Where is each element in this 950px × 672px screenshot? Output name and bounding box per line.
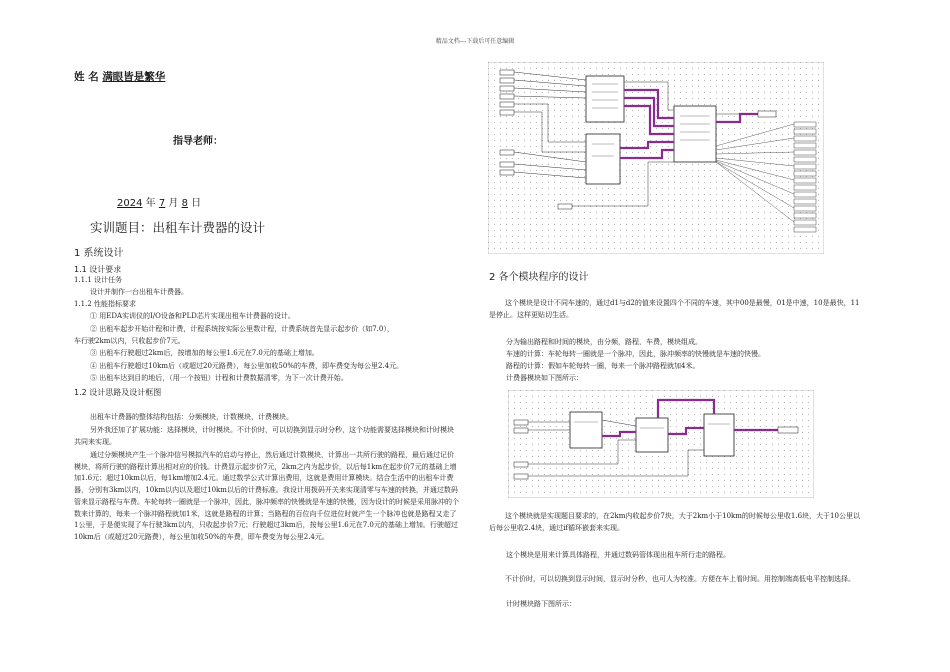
distance-calc: 路程的计算：假如车轮每转一圈，每来一个脉冲路程就加4米。 <box>506 362 700 370</box>
fee-module-caption: 计费器模块如下图所示： <box>506 374 583 382</box>
student-name <box>74 69 165 84</box>
fee-module-schematic <box>508 390 814 498</box>
requirement-4: ④ 出租车行驶超过10km后（或超过20元路费），每公里加收50%的车费，即车费变为每公里2.4元。 <box>90 362 404 370</box>
date-month-unit: 月 <box>168 198 179 209</box>
schematic-svg <box>488 62 824 254</box>
speed-calc: 车速的计算：车轮每转一圈就是一个脉冲，因此，脉冲频率的快慢就是车速的快慢。 <box>506 350 765 358</box>
teacher-label: 指导老师： <box>173 136 223 147</box>
module-overview: 分为输出路程和时间的模块，由分频，路程，车费，模块组成。 <box>506 338 702 346</box>
requirement-2b: 车行驶2km以内，只收起步价7元。 <box>74 337 185 345</box>
date-day: 8 <box>181 198 188 209</box>
date-line <box>117 194 201 209</box>
name-label: 姓 名 <box>74 71 99 83</box>
method-paragraph: 通过分频模块产生一个脉冲信号模拟汽车的启动与停止，然后通过计数模块，计算出一共所行驶的路程，最后通过记价模块，将所行驶的路程计算出相对应的价钱。计费显示起步价7元，2km之内为起步价，以后每1km在起步价7元的基础上增加1.6元；超过10km以后，每1km增加2.4元。通过数学公式计算出费用，这就是费用计算模块。结合生活中的出租车计费器，分别有3km以内，10km以内以及超过10km以后的计费标准。我设计用拨码开关来实现清零与车速的转换，并通过数码管来显示路程与车费。车轮每转一圈就是一个脉冲，因此，脉冲频率的快慢就是车速的快慢，因为设计的时候是采用脉冲的个数来计算的，每来一个脉冲路程就加1米，这就是路程的计算；当路程的百位向千位进位时就产生一个脉冲也就是路程又走了1公里，于是便实现了车行驶3km以内，只收起步价7元；行驶超过3km后，按每公里1.6元在7.0元的基础上增加。行驶超过10km后（或超过20元路费），每公里加收50%的车费，即车费变为每公里2.4元。 <box>74 451 459 541</box>
heading-module-design: 2 各个模块程序的设计 <box>489 272 589 283</box>
fee-rule-paragraph: 这个模块就是实现题目要求的，在2km内收起步价7块，大于2km小于10km的时候每公里收1.6块，大于10公里以后每公里收2.4块，通过if循环嵌套来实现。 <box>489 512 860 532</box>
timer-paragraph: 不计价时，可以切换到显示时间，显示时分秒，也可人为校准。方便在车上看时间。用控制端高低电平控制选择。 <box>505 575 855 583</box>
heading-design-requirements: 1.1 设计要求 <box>74 265 122 274</box>
heading-system-design: 1 系统设计 <box>74 248 124 259</box>
project-title: 实训题目：出租车计费器的设计 <box>90 220 266 235</box>
requirement-1: ① 用EDA实训仪的I/O设备和PLD芯片实现出租车计费器的设计。 <box>90 312 295 320</box>
speed-module-paragraph: 这个模块是设计不同车速的，通过d1与d2的值来设置四个不同的车速，其中00是最慢，01是中速，10是最快，11是停止。这样更贴切生活。 <box>489 299 860 319</box>
date-month: 7 <box>158 198 166 209</box>
requirement-3: ③ 出租车行驶超过2km后，按增加的每公里1.6元在7.0元的基础上增加。 <box>90 349 319 357</box>
extension-paragraph: 另外我还加了扩展功能：选择模块，计时模块。不计价时，可以切换到显示时分秒，这个功能需要选择模块和计时模块共同来实现。 <box>74 426 454 446</box>
date-day-unit: 日 <box>191 198 202 209</box>
heading-design-idea: 1.2 设计思路及设计框图 <box>74 388 162 397</box>
date-year: 2024 <box>117 198 143 209</box>
date-year-unit: 年 <box>145 198 156 209</box>
distance-module-paragraph: 这个模块是用来计算具体路程，并通过数码管体现出租车所行走的路程。 <box>506 551 730 559</box>
requirement-2a: ② 出租车起步开始计程和计费，计程系统按实际公里数计程，计费系统首先显示起步价（如7.0）， <box>90 325 394 333</box>
heading-performance: 1.1.2 性能指标要求 <box>74 300 137 308</box>
page-header: 精品文档---下载后可任意编辑 <box>435 38 515 45</box>
timer-module-caption: 计时模块路下图所示： <box>506 600 576 608</box>
requirement-5: ⑤ 出租车达到目的地后，（用一个按钮）计程和计费数据清零，为下一次计费开始。 <box>90 374 348 382</box>
name-value: 满眼皆是繁华 <box>102 71 166 83</box>
fee-schematic-svg <box>508 390 814 498</box>
heading-design-task: 1.1.1 设计任务 <box>74 276 123 284</box>
structure-paragraph: 出租车计费器的整体结构包括：分频模块，计数模块，计费模块。 <box>90 413 293 421</box>
top-level-schematic <box>488 62 824 254</box>
design-task-text: 设计并制作一台出租车计费器。 <box>90 288 188 296</box>
